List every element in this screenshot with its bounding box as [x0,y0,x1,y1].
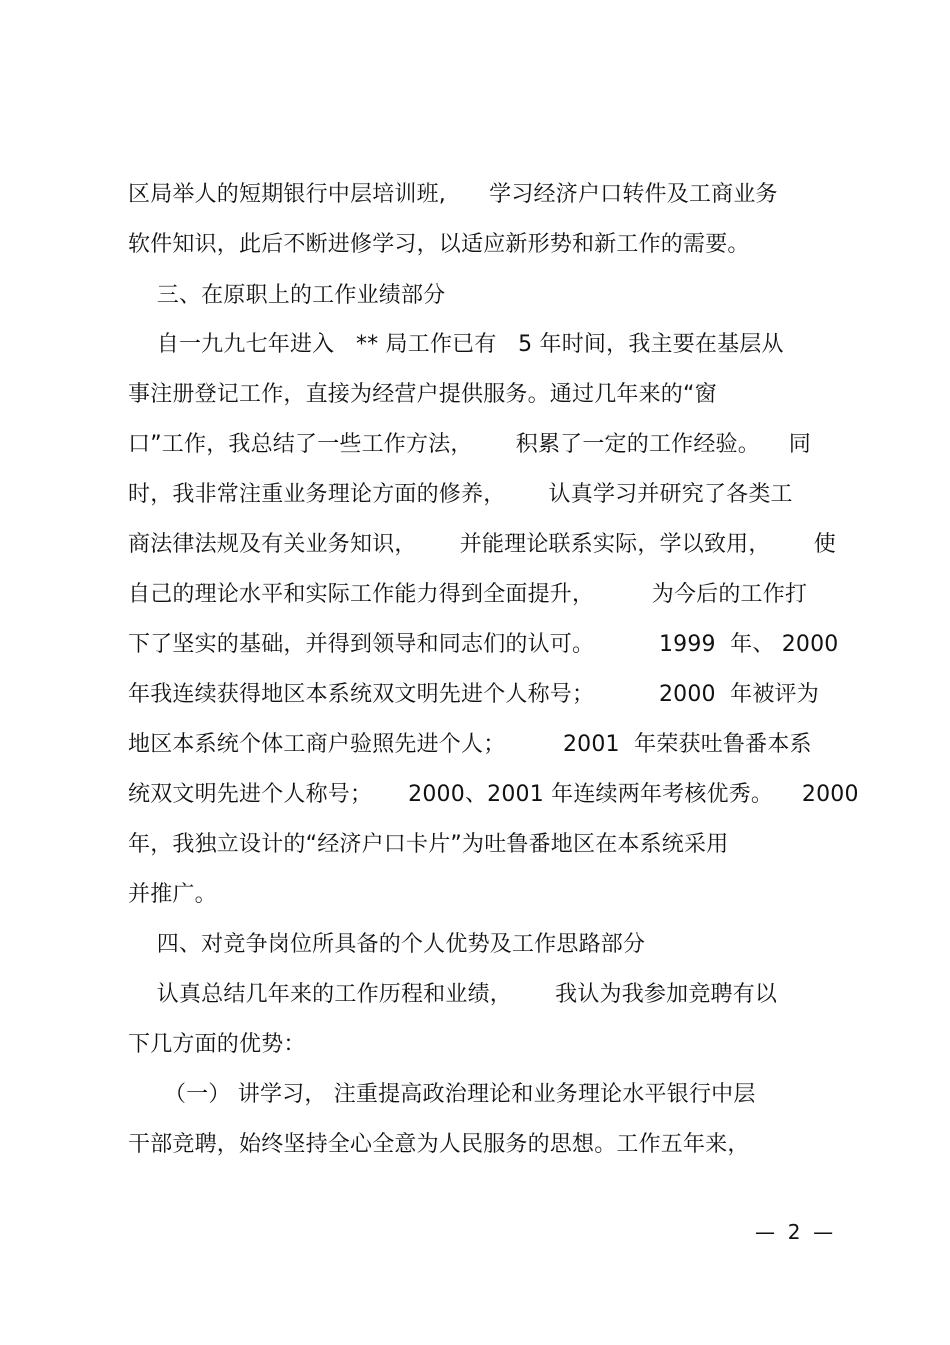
text-line: 下几方面的优势： [128,1032,306,1057]
text-line: 口”工作，我总结了一些工作方法， 积累了一定的工作经验。 同 [128,432,811,457]
text-line: 自一九九七年进入 ** 局工作已有 5 年时间，我主要在基层从 [128,332,784,357]
text-line: （一） 讲学习， 注重提高政治理论和业务理论水平银行中层 [128,1082,756,1107]
section-heading: 三、在原职上的工作业绩部分 [128,283,446,308]
page-number: — 2 — [755,1220,834,1244]
text-line: 商法律法规及有关业务知识， 并能理论联系实际，学以致用， 使 [128,532,836,557]
text-line: 年我连续获得地区本系统双文明先进个人称号； 2000 年被评为 [128,682,819,707]
text-line: 时，我非常注重业务理论方面的修养， 认真学习并研究了各类工 [128,482,793,507]
text-line: 统双文明先进个人称号； 2000、2001 年连续两年考核优秀。 2000 [128,782,859,807]
text-line: 下了坚实的基础，并得到领导和同志们的认可。 1999 年、 2000 [128,632,839,657]
text-line: 地区本系统个体工商户验照先进个人； 2001 年荣获吐鲁番本系 [128,732,812,757]
text-line: 年，我独立设计的“经济户口卡片”为吐鲁番地区在本系统采用 [128,832,729,857]
text-line: 干部竞聘，始终坚持全心全意为人民服务的思想。工作五年来， [128,1132,750,1157]
text-line: 并推广。 [128,882,217,907]
text-line: 软件知识，此后不断进修学习，以适应新形势和新工作的需要。 [128,232,750,257]
text-line: 认真总结几年来的工作历程和业绩， 我认为我参加竞聘有以 [128,982,778,1007]
text-line: 自己的理论水平和实际工作能力得到全面提升， 为今后的工作打 [128,582,808,607]
text-line: 区局举人的短期银行中层培训班, 学习经济户口转件及工商业务 [128,182,778,207]
section-heading: 四、对竞争岗位所具备的个人优势及工作思路部分 [128,932,646,957]
text-line: 事注册登记工作，直接为经营户提供服务。通过几年来的“窗 [128,382,717,407]
